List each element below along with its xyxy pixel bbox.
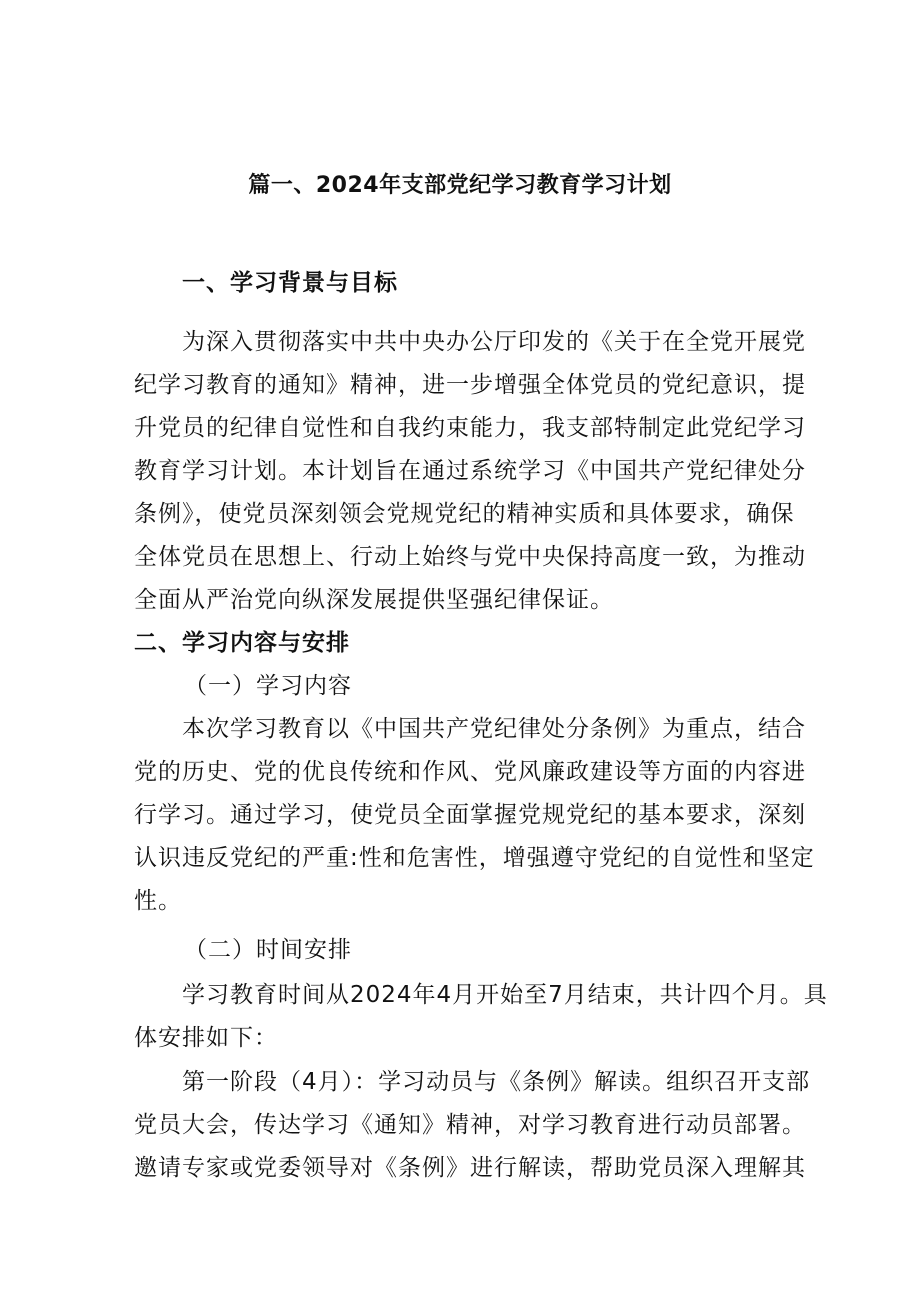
paragraph-line: 升党员的纪律自觉性和自我约束能力，我支部特制定此党纪学习	[134, 415, 806, 441]
paragraph-line: 党的历史、党的优良传统和作风、党风廉政建设等方面的内容进	[134, 759, 806, 785]
paragraph-line: 体安排如下：	[134, 1025, 278, 1051]
paragraph-line: 教育学习计划。本计划旨在通过系统学习《中国共产党纪律处分	[134, 458, 806, 484]
paragraph-line: 性。	[134, 888, 182, 914]
paragraph-line: 党员大会，传达学习《通知》精神，对学习教育进行动员部署。	[134, 1112, 806, 1138]
paragraph-line: 条例》，使党员深刻领会党规党纪的精神实质和具体要求，确保	[134, 501, 795, 527]
paragraph-line: 行学习。通过学习，使党员全面掌握党规党纪的基本要求，深刻	[134, 802, 806, 828]
paragraph-line: 全体党员在思想上、行动上始终与党中央保持高度一致，为推动	[134, 544, 806, 570]
paragraph-line: 纪学习教育的通知》精神，进一步增强全体党员的党纪意识，提	[134, 372, 806, 398]
paragraph-line: 学习教育时间从2024年4月开始至7月结束，共计四个月。具	[182, 982, 828, 1008]
subsection-heading-content: （一）学习内容	[184, 673, 352, 699]
paragraph-line: 邀请专家或党委领导对《条例》进行解读，帮助党员深入理解其	[134, 1155, 806, 1181]
paragraph-line: 认识违反党纪的严重:性和危害性，增强遵守党纪的自觉性和坚定	[134, 845, 815, 871]
paragraph-line: 本次学习教育以《中国共产党纪律处分条例》为重点，结合	[182, 716, 806, 742]
subsection-heading-schedule: （二）时间安排	[184, 937, 352, 963]
section-heading-content-arrangement: 二、学习内容与安排	[134, 630, 350, 656]
paragraph-line: 第一阶段（4月）：学习动员与《条例》解读。组织召开支部	[182, 1069, 811, 1095]
paragraph-line: 全面从严治党向纵深发展提供坚强纪律保证。	[134, 587, 614, 613]
document-title: 篇一、2024年支部党纪学习教育学习计划	[248, 173, 672, 198]
section-heading-background-goals: 一、学习背景与目标	[182, 270, 398, 296]
paragraph-line: 为深入贯彻落实中共中央办公厅印发的《关于在全党开展党	[182, 329, 806, 355]
